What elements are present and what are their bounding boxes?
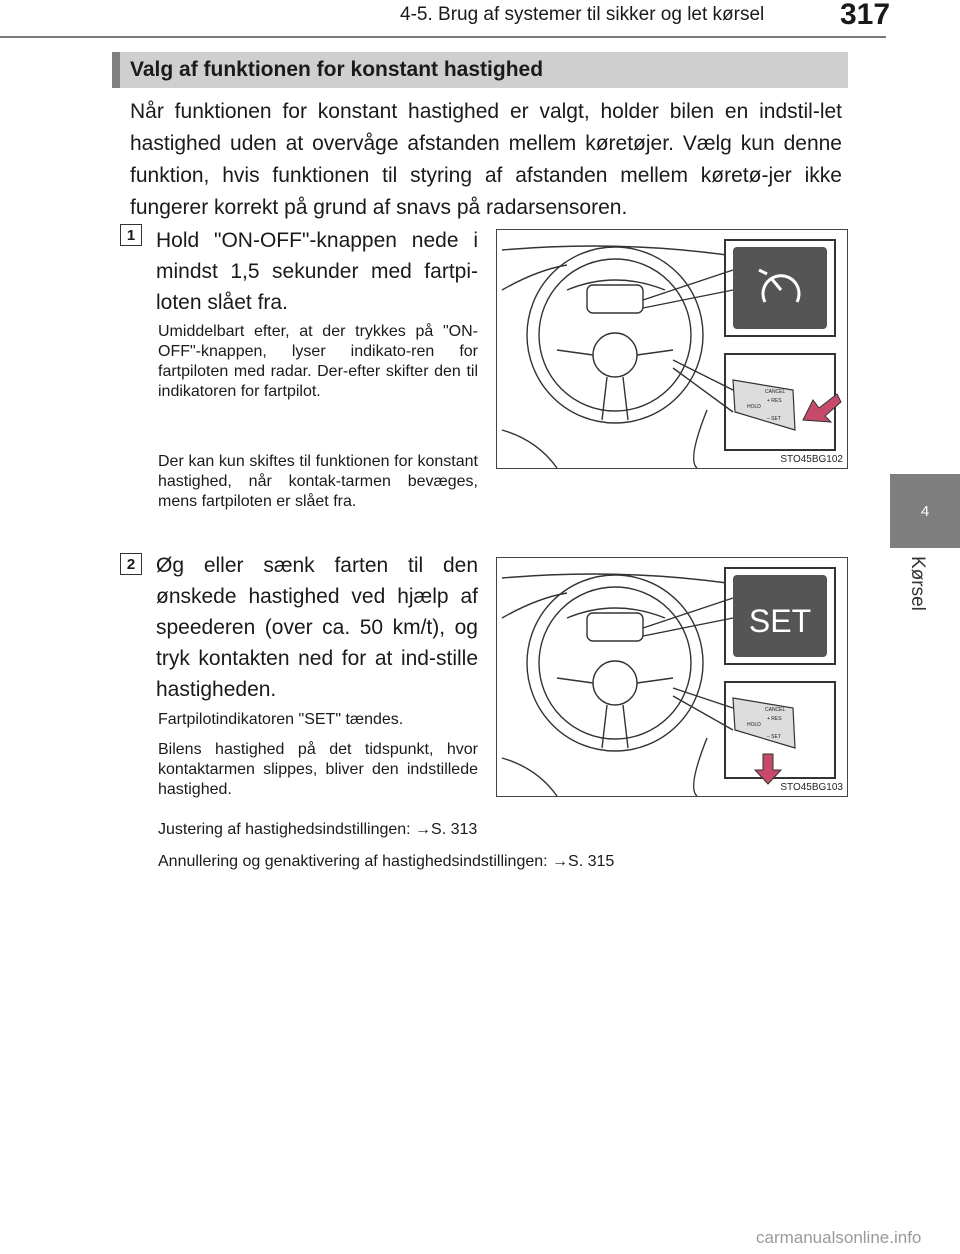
step-2-note-2: Bilens hastighed på det tidspunkt, hvor kontaktarmen slippes, bliver den indstillede hastighed.	[158, 741, 478, 798]
lever-hold-2: HOLD	[747, 722, 761, 728]
step-1-text: Hold "ON-OFF"-knappen nede i mindst 1,5 sekunder med fartpi-loten slået fra.	[156, 229, 478, 314]
lever-res-2: + RES	[767, 716, 782, 722]
lever-res: + RES	[767, 398, 782, 404]
lever-hold: HOLD	[747, 404, 761, 410]
chapter-label: Kørsel	[907, 556, 928, 611]
lever-set-2: – SET	[767, 734, 781, 740]
reference-2: Annullering og genaktivering af hastighedsindstillingen: →S. 315	[158, 853, 615, 870]
step-1-note-1: Umiddelbart efter, at der trykkes på "ON-OFF"-knappen, lyser indikato-ren for fartpiloten med radar. Der-efter skifter den til indikatoren for fartpilot.	[158, 323, 478, 400]
lever-cancel-2: CANCEL	[765, 707, 786, 713]
figure-2-illustration	[497, 558, 847, 796]
chapter-number: 4	[920, 502, 930, 520]
step-number-2: 2	[120, 553, 142, 575]
figure-1	[496, 229, 848, 469]
section-accent	[112, 52, 120, 88]
lever-cancel: CANCEL	[765, 389, 786, 395]
lever-set: – SET	[767, 416, 781, 422]
header-rule	[0, 36, 886, 38]
chapter-tab	[890, 474, 960, 548]
figure-1-illustration	[497, 230, 847, 468]
figure-2	[496, 557, 848, 797]
intro-paragraph: Når funktionen for konstant hastighed er valgt, holder bilen en indstil-let hastighed uden at overvåge afstanden mellem køretøjer. Vælg kun denne funktion, hvis funktionen til styring af afstanden mellem køretø-jer ikke fungerer korrekt på grund af snavs på radarsensoren.	[130, 100, 842, 219]
section-title: Valg af funktionen for konstant hastighed	[130, 58, 544, 81]
step-2-text: Øg eller sænk farten til den ønskede hastighed ved hjælp af speederen (over ca. 50 km/t), og tryk kontakten ned for at ind-stille hastigheden.	[156, 554, 478, 701]
reference-1: Justering af hastighedsindstillingen: →S. 313	[158, 821, 478, 838]
step-2-note-1: Fartpilotindikatoren "SET" tændes.	[158, 711, 404, 728]
header-title: 4-5. Brug af systemer til sikker og let kørsel	[400, 4, 765, 25]
section-heading	[112, 52, 848, 88]
step-1-note-2: Der kan kun skiftes til funktionen for konstant hastighed, når kontak-tarmen bevæges, mens fartpiloten er slået fra.	[158, 453, 478, 510]
watermark: carmanualsonline.info	[756, 1228, 922, 1247]
figure-1-code: STO45BG102	[780, 454, 843, 465]
figure-2-code: STO45BG103	[780, 782, 843, 793]
page-number: 317	[840, 0, 891, 31]
set-indicator-label: SET	[748, 603, 812, 639]
step-number-1: 1	[120, 224, 142, 246]
